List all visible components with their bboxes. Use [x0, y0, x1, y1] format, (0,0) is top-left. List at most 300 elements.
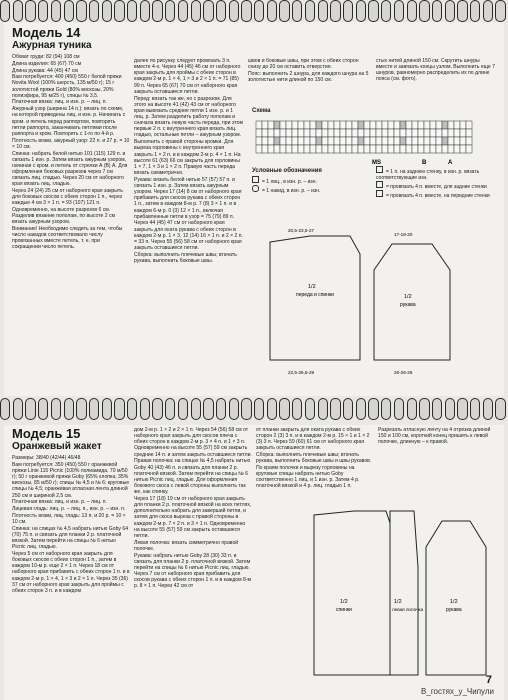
scheme-cell — [430, 137, 436, 145]
scheme-cell — [316, 145, 322, 153]
spiral-ring — [89, 398, 99, 420]
spiral-ring — [38, 398, 48, 420]
scheme-cell — [286, 145, 292, 153]
scheme-cell — [316, 137, 322, 145]
scheme-cell — [460, 121, 466, 129]
scheme-cell — [382, 129, 388, 137]
scheme-cell — [256, 121, 262, 129]
spiral-ring — [140, 398, 150, 420]
spiral-binding-middle — [0, 398, 508, 424]
legend — [252, 166, 496, 206]
spiral-ring — [216, 398, 226, 420]
scheme-cell — [442, 145, 448, 153]
scheme-cell — [454, 121, 460, 129]
model15-col1-text — [12, 455, 130, 594]
model14-column-3 — [248, 58, 370, 106]
spiral-ring — [381, 0, 391, 22]
spiral-ring — [305, 398, 315, 420]
paragraph: Вам потребуется: 350 (450) 550 г оранжевой пряжи Linie 115 Picnic (100% полиамида, 70 м/50 г); 50 г оранжевой пряжи Goby (65% хлопка, 35% вискозы, 85 м/50 г); спицы № 4,5 и № 6; круговые спицы № 4,5; оранжевая атласная лента длиной 250 см и шириной 2,5 см. — [12, 461, 130, 499]
spiral-ring — [267, 398, 277, 420]
paragraph: Длина рукава: 44 (45) 47 см — [12, 67, 78, 74]
sleeve15-outline — [426, 521, 486, 675]
scheme-cell — [460, 129, 466, 137]
scheme-cell — [322, 129, 328, 137]
scheme-cell — [400, 137, 406, 145]
scheme-cell — [388, 121, 394, 129]
scheme-cell — [274, 137, 280, 145]
scheme-cell — [262, 137, 268, 145]
scheme-cell — [256, 137, 262, 145]
scheme-cell — [304, 129, 310, 137]
scheme-cell — [424, 137, 430, 145]
scheme-cell — [334, 129, 340, 137]
front-outline — [390, 511, 418, 675]
scheme-cell — [298, 121, 304, 129]
spiral-ring — [13, 0, 23, 22]
spiral-ring — [0, 0, 10, 22]
scheme-cell — [376, 129, 382, 137]
scheme-cell — [364, 137, 370, 145]
scheme-cell — [394, 145, 400, 153]
scheme-cell — [436, 137, 442, 145]
spiral-ring — [356, 398, 366, 420]
scheme-label-b: B — [422, 160, 427, 166]
spiral-ring — [89, 0, 99, 22]
scheme-cell — [424, 145, 430, 153]
spiral-ring — [330, 0, 340, 22]
front-half-label: 1/2 — [394, 599, 402, 605]
scheme-cell — [394, 129, 400, 137]
scheme-cell — [280, 145, 286, 153]
spiral-ring — [254, 0, 264, 22]
legend-dec-back-symbol: = провязать 4 п. вместе, для задние стенки — [376, 181, 496, 190]
scheme-cell — [466, 145, 472, 153]
scheme-cell — [256, 129, 262, 137]
spiral-ring — [445, 0, 455, 22]
scheme-cell — [364, 121, 370, 129]
scheme-cell — [370, 145, 376, 153]
scheme-cell — [448, 121, 454, 129]
scheme-cell — [358, 137, 364, 145]
scheme-cell — [364, 129, 370, 137]
spiral-ring — [279, 398, 289, 420]
scheme-cell — [280, 129, 286, 137]
scheme-cell — [352, 145, 358, 153]
spiral-ring — [0, 398, 10, 420]
spiral-ring — [178, 398, 188, 420]
scheme-cell — [400, 121, 406, 129]
page-model-14 — [4, 22, 504, 396]
model14-column-1 — [12, 26, 130, 390]
scheme-cell — [424, 129, 430, 137]
paragraph: Выполнить с правой стороны кромки. Для выреза горловины с внутреннего края закрыть 1 × 2 п. и в каждом 2-м р. 4 × 1 п. На высоте 61 (63) 66 см закрыть для горловины 1 × 7, 1 × 3 и 1 × 2 п. Правую часть переда вязать симметрично. — [134, 139, 241, 176]
scheme-cell — [268, 145, 274, 153]
scheme-cell — [412, 145, 418, 153]
scheme-cell — [448, 137, 454, 145]
front-back-half-label: 1/2 — [308, 284, 316, 290]
scheme-cell — [376, 121, 382, 129]
scheme-cell — [346, 145, 352, 153]
legend-twisted-symbol: = 1 п. на заднюю стенку, в изн. р. вязать соответствующие изн. — [376, 166, 496, 181]
legend-dec-front-symbol: = провязать 4 п. вместе, на передние стенки — [376, 190, 496, 199]
scheme-cell — [340, 137, 346, 145]
scheme-cell — [322, 145, 328, 153]
scheme-cell — [274, 129, 280, 137]
spiral-ring — [25, 398, 35, 420]
scheme-cell — [418, 145, 424, 153]
paragraph: стых нитей длиной 150 см. Скрутить шнуры вместе и завязать концы узлом. Выполнить еще 7 шнуров, равномерно распределить их по длине пояса (см. фото). — [376, 58, 495, 83]
spiral-ring — [127, 398, 137, 420]
paragraph: Через 44 (45) 47 см от наборного края закрыть для оката рукава с обеих сторон в каждом 2-м р. 1 × 3, 12 (14) 16 × 1 п. и 2 × 2 п. = 33 п. Через 55 (56) 58 см от наборного края закрыть оставшиеся петли. — [134, 220, 243, 252]
page-model-15 — [4, 425, 504, 700]
scheme-cell — [346, 121, 352, 129]
front-label: левая полочка — [392, 607, 424, 612]
scheme-cell — [466, 121, 472, 129]
scheme-cell — [316, 121, 322, 129]
scheme-cell — [328, 121, 334, 129]
spiral-ring — [127, 0, 137, 22]
spiral-ring — [394, 398, 404, 420]
model14-subtitle: Ажурная туника — [12, 40, 92, 51]
paragraph: Сборка: выполнить плечевые швы; втачать рукава, выполнить боковые швы. — [134, 251, 237, 264]
spiral-ring — [279, 0, 289, 22]
model14-col1-text — [12, 54, 130, 250]
paragraph: Обхват груди: 82 (94) 108 см — [12, 54, 80, 60]
scheme-cell — [406, 137, 412, 145]
scheme-cell — [352, 137, 358, 145]
scheme-cell — [262, 145, 268, 153]
scheme-grid — [252, 117, 496, 167]
scheme-cell — [340, 145, 346, 153]
spiral-ring — [343, 398, 353, 420]
scheme-cell — [268, 121, 274, 129]
model15-column-1 — [12, 427, 130, 693]
scheme-cell — [454, 129, 460, 137]
scheme-cell — [466, 137, 472, 145]
scheme-cell — [292, 145, 298, 153]
scheme-cell — [286, 121, 292, 129]
scheme-cell — [352, 121, 358, 129]
scheme-cell — [304, 145, 310, 153]
scheme-cell — [388, 129, 394, 137]
paragraph: Внимание! Необходимо следить за тем, чтобы число накидов соответствовало числу провязанных вместе петель, т. е. при сокращении число петель. — [12, 225, 123, 251]
paragraph: Левая полочка: вязать симметрично правой полочке. — [134, 539, 239, 552]
spiral-ring — [457, 0, 467, 22]
spiral-ring — [470, 398, 480, 420]
scheme-cell — [466, 129, 472, 137]
spiral-ring — [483, 398, 493, 420]
sleeve-top-dimension: 17-18-20 — [394, 232, 413, 237]
scheme-cell — [382, 145, 388, 153]
scheme-cell — [328, 137, 334, 145]
front-back-label: переда и спинки — [296, 292, 334, 298]
scheme-cell — [346, 137, 352, 145]
top-dimension: 20,5-23,5-27 — [288, 228, 315, 233]
back-label: спинки — [336, 607, 352, 613]
spiral-ring — [114, 398, 124, 420]
legend-title: Условные обозначения — [252, 168, 322, 174]
scheme-cell — [430, 145, 436, 153]
scheme-cell — [334, 145, 340, 153]
spiral-ring — [191, 0, 201, 22]
scheme-cell — [442, 137, 448, 145]
paragraph: дом 2-м р. 1 × 2 и 2 × 1 п. Через 54 (56) 58 см от наборного края закрыть для скосов плеча с обеих сторон в каждом 2-м р. 3 × 4 п. и 1 × 3 п. Одновременно на высоте 55 (57) 59 см закрыть средние 14 п. и затем закрыть оставшиеся петли. — [134, 427, 252, 458]
scheme-cell — [448, 145, 454, 153]
scheme-cell — [334, 137, 340, 145]
spiral-ring — [419, 0, 429, 22]
scheme-cell — [280, 137, 286, 145]
scheme-cell — [334, 121, 340, 129]
scheme-cell — [310, 129, 316, 137]
scheme-cell — [448, 129, 454, 137]
scheme-cell — [418, 137, 424, 145]
spiral-ring — [51, 0, 61, 22]
scheme-cell — [286, 137, 292, 145]
spiral-ring — [102, 0, 112, 22]
model14-pattern-pieces — [252, 222, 502, 394]
spiral-ring — [457, 398, 467, 420]
model15-subtitle: Оранжевый жакет — [12, 441, 102, 452]
paragraph: далее по рисунку следует провязать 3 п. вместе 4-х. Через 44 (45) 46 см от наборного края закрыть для проймы с обеих сторон в каждом 2-м р. 1 × 4, 1 × 3 и 2 × 1 п. = 71 (85) 99 п. Через 65 (67) 70 см от наборного края закрыть оставшиеся петли. — [134, 58, 241, 95]
scheme-cell — [454, 145, 460, 153]
scheme-cell — [364, 145, 370, 153]
spiral-ring — [292, 0, 302, 22]
spiral-ring — [152, 398, 162, 420]
scheme-cell — [406, 145, 412, 153]
model14-title: Модель 14 — [12, 26, 81, 40]
spiral-ring — [445, 398, 455, 420]
paragraph: Длина изделия: 65 (67) 70 см — [12, 60, 82, 67]
scheme-cell — [328, 145, 334, 153]
spiral-ring — [470, 0, 480, 22]
spiral-ring — [76, 0, 86, 22]
scheme-cell — [406, 121, 412, 129]
paragraph: Размеры: 38/40 (42/44) 46/48 — [12, 455, 81, 461]
spiral-ring — [318, 0, 328, 22]
scheme-cell — [286, 129, 292, 137]
scheme-cell — [304, 137, 310, 145]
scheme-cell — [298, 129, 304, 137]
spiral-binding-top — [0, 0, 508, 22]
scheme-cell — [442, 129, 448, 137]
scheme-cell — [454, 137, 460, 145]
scheme-cell — [358, 145, 364, 153]
spiral-ring — [165, 398, 175, 420]
scheme-cell — [358, 129, 364, 137]
spiral-ring — [267, 0, 277, 22]
spiral-ring — [64, 0, 74, 22]
scheme-cell — [274, 121, 280, 129]
spiral-ring — [356, 0, 366, 22]
spiral-ring — [432, 398, 442, 420]
legend-yarnover-symbol: = 1 накид, в изн. р. – изн. — [252, 185, 362, 194]
scheme-cell — [310, 137, 316, 145]
spiral-ring — [229, 0, 239, 22]
scheme-cell — [370, 129, 376, 137]
spiral-ring — [178, 0, 188, 22]
spiral-ring — [64, 398, 74, 420]
spiral-ring — [203, 0, 213, 22]
scheme-cell — [304, 121, 310, 129]
knitting-scheme — [252, 106, 496, 166]
spiral-ring — [76, 398, 86, 420]
scheme-cell — [430, 129, 436, 137]
scheme-cell — [436, 145, 442, 153]
scheme-cell — [376, 137, 382, 145]
paragraph: Разрезать атласную ленту на 4 отрезка длиной 150 и 100 см, короткий конец пришить к левой полочке, длинную – к правой. — [378, 427, 491, 446]
scheme-cell — [418, 121, 424, 129]
spiral-ring — [241, 398, 251, 420]
scheme-cell — [262, 129, 268, 137]
paragraph: Через 24 (24) 25 см от наборного края закрыть для боковых скосов с обеих сторон 1 п., через каждые 4 см 3 × 1 п. = 93 (107) 121 п. Одновременно, на высоте разрезов 6 см. Разделив вязание пополам, по высоте 2 см вязать ажурным узором. — [12, 188, 123, 225]
model15-column-3 — [256, 427, 374, 503]
paragraph: Через 17 (18) 19 см от наборного края закрыть для планки 2 р. платочной вязкой на всех петлях, дополнительно набрать для заверший петли, и затем для скоса выреза с правой стороны в каждом 2-м р. 7 × 2 п. и 3 × 1 п. Одновременно на высоте 55 (57) 59 см закрыть оставшиеся петли. — [134, 495, 252, 539]
spiral-ring — [152, 0, 162, 22]
scheme-cell — [406, 129, 412, 137]
front-back-outline — [270, 236, 360, 360]
scheme-cell — [442, 121, 448, 129]
spiral-ring — [330, 398, 340, 420]
spiral-ring — [381, 398, 391, 420]
scheme-cell — [412, 121, 418, 129]
scheme-cell — [376, 145, 382, 153]
scheme-cell — [436, 121, 442, 129]
bottom-dimension: 22,5-26,5-29 — [288, 370, 315, 375]
scheme-cell — [322, 121, 328, 129]
spiral-ring — [254, 398, 264, 420]
scheme-cell — [400, 129, 406, 137]
spiral-ring — [292, 398, 302, 420]
scheme-cell — [394, 121, 400, 129]
model15-pattern-pieces — [274, 507, 500, 687]
spiral-ring — [407, 398, 417, 420]
scheme-cell — [358, 121, 364, 129]
scheme-cell — [340, 129, 346, 137]
spiral-ring — [51, 398, 61, 420]
scheme-cell — [280, 121, 286, 129]
sleeve-half-label: 1/2 — [404, 294, 412, 300]
scheme-cell — [298, 137, 304, 145]
scheme-title: Схема — [252, 108, 271, 114]
scheme-cell — [346, 129, 352, 137]
spiral-ring — [483, 0, 493, 22]
paragraph: Сборка: выполнить плечевые швы; втачать рукава, выполнить боковые швы и швы рукавов. По краям полочки и вырезу горловины на круговые спицы набрать нитью Goby соответственно 1 лиц. и 1 изн. р. Затем 4 р. платочной вязкой и 4 р. лиц. гладью 1 п. — [256, 452, 372, 489]
spiral-ring — [203, 398, 213, 420]
scheme-cell — [424, 121, 430, 129]
scheme-cell — [382, 137, 388, 145]
spiral-ring — [38, 0, 48, 22]
scheme-cell — [418, 129, 424, 137]
model15-title: Модель 15 — [12, 427, 81, 441]
sleeve-bottom-dimension: 26-26-26 — [394, 370, 413, 375]
legend-knit-symbol: = 1 лиц., в изн. р. – изн. — [252, 176, 362, 185]
scheme-cell — [436, 129, 442, 137]
scheme-cell — [460, 137, 466, 145]
sleeve15-label: рукава — [446, 607, 462, 613]
spiral-ring — [432, 0, 442, 22]
model14-column-4 — [376, 58, 496, 98]
paragraph: Спинка: набрать белой нитью 101 (115) 129 п. и связать 1 изн. р. Затем вязать ажурным узором, начиная с кром. и петель от стрелки А (В) А. Для оформления боковых разрезов через 7 см связать лиц. гладью. Через 20 см от наборного края вязать лиц. гладью. — [12, 150, 128, 188]
spiral-ring — [495, 0, 505, 22]
paragraph: Платочная вязка: лиц. и изн. р. – лиц. п. — [12, 499, 107, 506]
paragraph: Лицевая гладь: лиц. р. – лиц. п., изн. р. – изн. п. — [12, 506, 126, 513]
scheme-cell — [292, 121, 298, 129]
scheme-cell — [262, 121, 268, 129]
scheme-cell — [412, 137, 418, 145]
spiral-ring — [13, 398, 23, 420]
paragraph: Через 5 см от наборного края закрыть для боковых скосов с обеих сторон 1 п., затем в каждом 10-м р. еще 2 × 1 п. Через 18 см от наборного края прибавить с обеих сторон 1 п. и в каждом 2-м р. 1 × 4, 1 × 3 и 2 × 1 п. Через 35 (36) 37 см от наборного края закрыть для проймы с обеих сторон 3 п. и в каждом — [12, 550, 130, 594]
scheme-cell — [352, 129, 358, 137]
spiral-ring — [25, 0, 35, 22]
sleeve-label: рукава — [400, 302, 416, 308]
spiral-ring — [102, 398, 112, 420]
spiral-ring — [343, 0, 353, 22]
scheme-cell — [340, 121, 346, 129]
spiral-ring — [305, 0, 315, 22]
spiral-ring — [318, 398, 328, 420]
paragraph: Перед: вязать так же, но с разрезом. Для этого на высоте 41 (42) 43 см от наборного края вывязать средние петли 1 изн. р. и 1 лиц. р. Затем разделить работу пополам и сначала вязать левую часть переда, при этом первые 2 п. с внутреннего края вязать лиц. гладью, остальные петли – ажурным узором. — [134, 95, 243, 139]
scheme-cell — [274, 145, 280, 153]
scheme-cell — [460, 145, 466, 153]
spiral-ring — [165, 0, 175, 22]
scheme-cell — [394, 137, 400, 145]
scheme-cell — [310, 145, 316, 153]
paragraph: Правая полочка: на спицах № 4,5 набрать нитью Goby 40 (43) 46 п. и связать для планки 2 р. платочной вязкой. Затем перейти на спицы № 6 нитью Picnic лиц. гладью. Для оформления бокового скоса с левой стороны выполнить так же, как спинку. — [134, 458, 251, 496]
paragraph: Рукава: набрать нитью Goby 28 (30) 33 п. и связать для планки 2 р. платочной вязкой. Затем перейти на спицы № 6 нитью Picnic лиц. гладью. Через 7 см от наборного края прибавить для скосов рукава с обеих сторон 1 п. и в каждом 8-м р. 8 × 1 п. Через 42 см от — [134, 552, 252, 590]
scheme-cell — [316, 129, 322, 137]
model15-column-2 — [134, 427, 252, 693]
scheme-cell — [292, 129, 298, 137]
scheme-cell — [322, 137, 328, 145]
spiral-ring — [241, 0, 251, 22]
scheme-cell — [382, 121, 388, 129]
spiral-ring — [495, 398, 505, 420]
spiral-ring — [407, 0, 417, 22]
scheme-cell — [256, 145, 262, 153]
spiral-ring — [114, 0, 124, 22]
spiral-ring — [229, 398, 239, 420]
paragraph: Платочная вязка: лиц. и изн. р. – лиц. п. — [12, 99, 107, 106]
spiral-ring — [216, 0, 226, 22]
scheme-cell — [400, 145, 406, 153]
back-half-label: 1/2 — [340, 599, 348, 605]
watermark: В_гостях_у_Чипули — [421, 687, 494, 696]
spiral-ring — [368, 398, 378, 420]
scheme-cell — [430, 121, 436, 129]
paragraph: Ажурный узор (ширина 14 п.): вязать по схеме, на которой приведены лиц. и изн. р. Начинать с кром. и петель перед раппортом, повторять петли раппорта, заканчивать петлями после раппорта и кром. Повторять с 1-го по 4-й р. — [12, 106, 126, 137]
scheme-cell — [268, 137, 274, 145]
spiral-ring — [191, 398, 201, 420]
paragraph: швов и боковые швы, при этом с обеих сторон снизу до 20 см оставить отверстия. — [248, 58, 359, 71]
paragraph: Спинка: на спицах № 4,5 набрать нитью Goby 64 (70) 75 п. и связать для планки 2 р. платочной вязкой. Затем перейти на спицы № 6 нитью Picnic лиц. гладью. — [12, 525, 129, 551]
scheme-cell — [298, 145, 304, 153]
model15-column-4 — [378, 427, 496, 503]
page-number: 7 — [485, 674, 492, 686]
paragraph: Плотность вязки, ажурный узор: 22 п. и 27 р. = 10 × 10 см. — [12, 137, 130, 150]
scheme-cell — [268, 129, 274, 137]
paragraph: Вам потребуется: 400 (450) 550 г белой пряжи Novita Wool (100% шерсть, 135 м/50 г); 15 г золотистой пряжи Gold (80% вискозы, 20% полиэфира, 95 м/25 г), спицы № 3,5. — [12, 74, 122, 99]
spiral-ring — [394, 0, 404, 22]
scheme-cell — [388, 145, 394, 153]
scheme-label-ms: MS — [372, 160, 381, 166]
paragraph: Пояс: выполнить 2 шнура, для каждого шнура на 5 золотистые нити длиной по 150 см. — [248, 70, 369, 84]
paragraph: Рукава: вязать белой нитью 57 (57) 57 п. и связать 1 изн. р. Затем вязать ажурным узором. Через 17 (14) 8 см от наборного края прибавить для скосов рукава с обеих сторон 1 п., затем в каждом 8-м р. 7 (8) 3 × 1 п. и в каждом 6-м р. 0 (3) 12 × 1 п., включая прибавленные петли в узор = 75 (79) 89 п. — [134, 176, 242, 220]
scheme-cell — [412, 129, 418, 137]
scheme-cell — [388, 137, 394, 145]
spiral-ring — [140, 0, 150, 22]
spiral-ring — [368, 0, 378, 22]
scheme-cell — [370, 137, 376, 145]
